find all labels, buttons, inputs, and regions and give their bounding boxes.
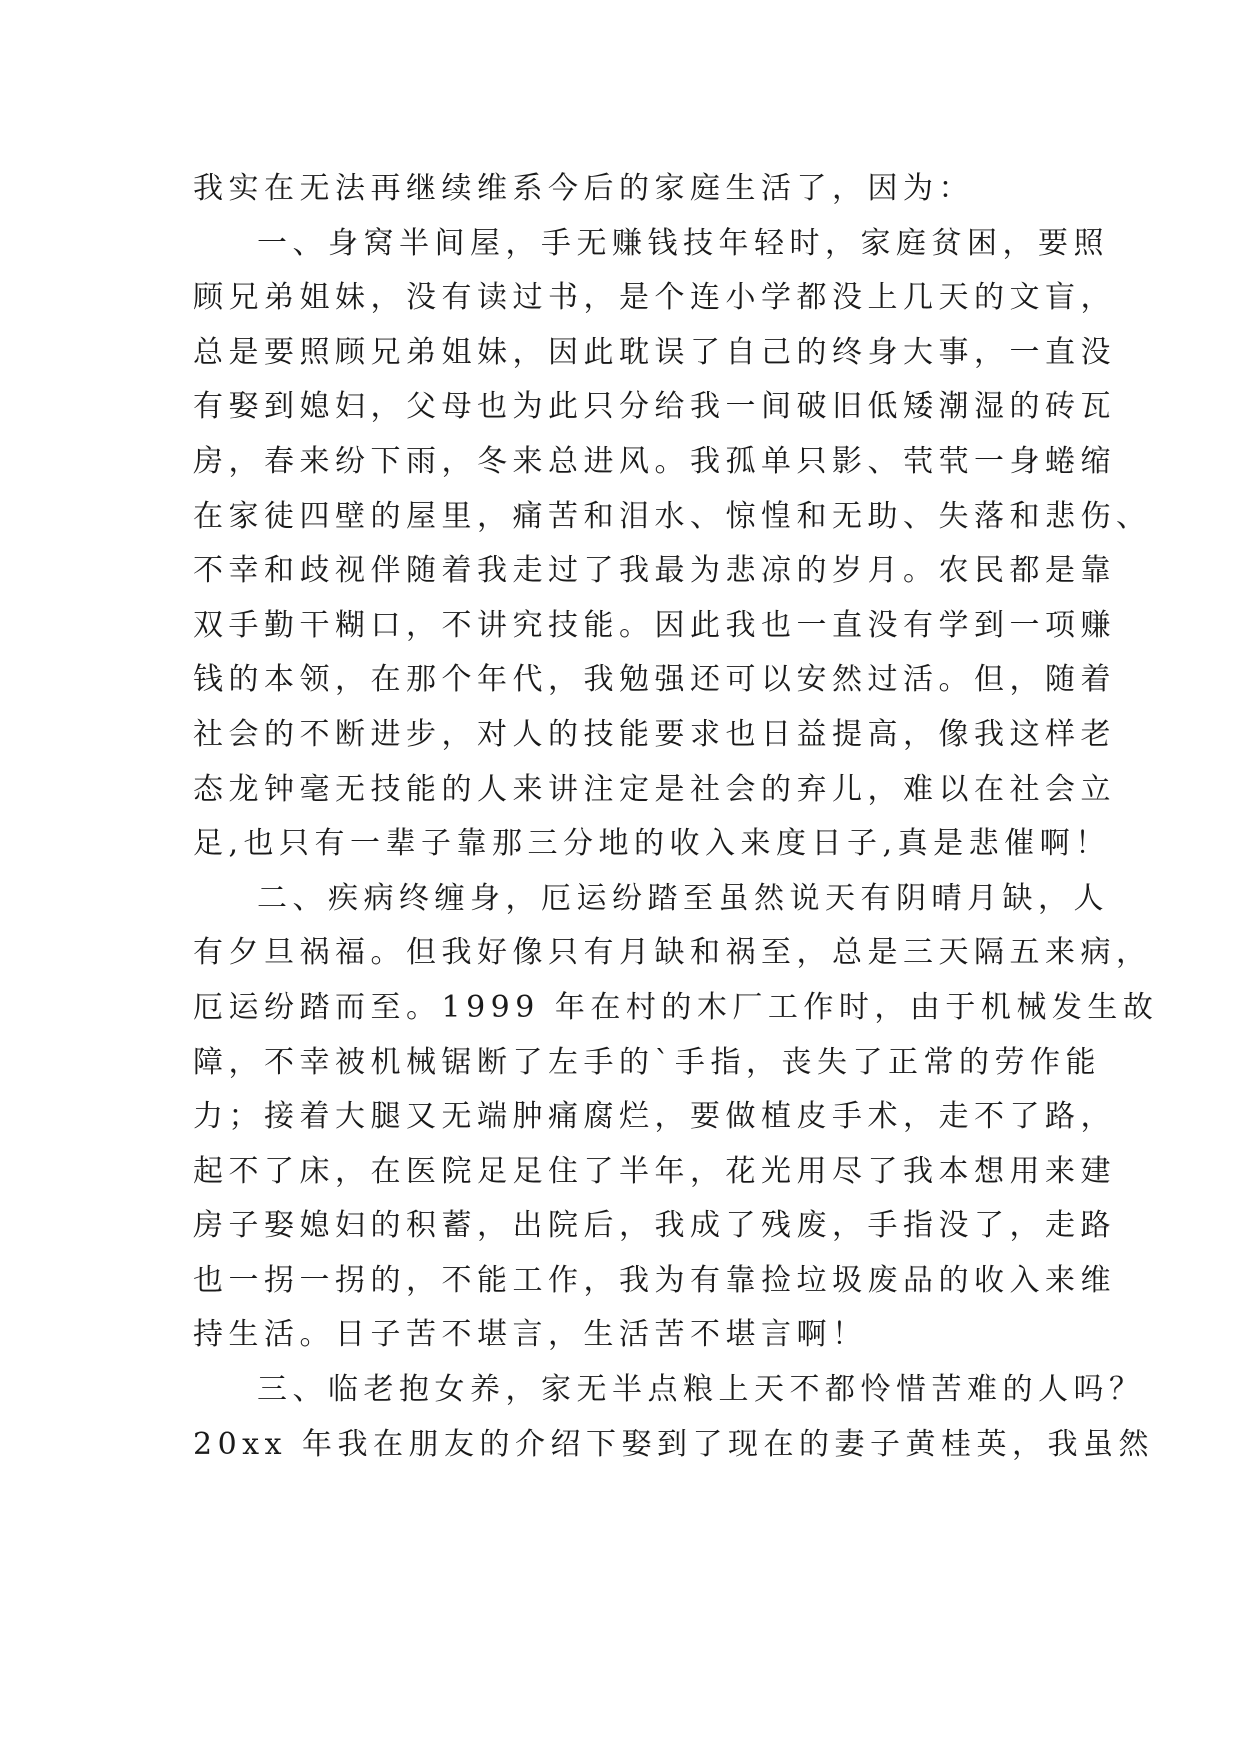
text-line: 顾兄弟姐妹，没有读过书，是个连小学都没上几天的文盲， bbox=[193, 280, 1116, 316]
text-line: 20xx 年我在朋友的介绍下娶到了现在的妻子黄桂英，我虽然 bbox=[193, 1426, 1155, 1462]
paragraph-1-first-line: 一、身窝半间屋，手无赚钱技年轻时，家庭贫困，要照 bbox=[257, 225, 1109, 261]
text-line: 起不了床，在医院足足住了半年，花光用尽了我本想用来建 bbox=[193, 1153, 1116, 1189]
text-line: 力；接着大腿又无端肿痛腐烂，要做植皮手术，走不了路， bbox=[193, 1099, 1116, 1135]
text-line: 社会的不断进步，对人的技能要求也日益提高，像我这样老 bbox=[193, 716, 1116, 752]
text-line: 有娶到媳妇，父母也为此只分给我一间破旧低矮潮湿的砖瓦 bbox=[193, 389, 1116, 425]
text-line: 足,也只有一辈子靠那三分地的收入来度日子,真是悲催啊！ bbox=[193, 826, 1111, 862]
text-line: 持生活。日子苦不堪言，生活苦不堪言啊！ bbox=[193, 1317, 868, 1353]
text-line: 钱的本领，在那个年代，我勉强还可以安然过活。但，随着 bbox=[193, 662, 1116, 698]
text-line: 有夕旦祸福。但我好像只有月缺和祸至，总是三天隔五来病， bbox=[193, 935, 1152, 971]
text-line: 房，春来纷下雨，冬来总进风。我孤单只影、茕茕一身蜷缩 bbox=[193, 443, 1116, 479]
text-line: 双手勤干糊口，不讲究技能。因此我也一直没有学到一项赚 bbox=[193, 607, 1116, 643]
text-line: 不幸和歧视伴随着我走过了我最为悲凉的岁月。农民都是靠 bbox=[193, 553, 1116, 589]
text-line: 态龙钟毫无技能的人来讲注定是社会的弃儿，难以在社会立 bbox=[193, 771, 1116, 807]
document-body bbox=[193, 162, 1159, 1472]
text-line: 总是要照顾兄弟姐妹，因此耽误了自己的终身大事，一直没 bbox=[193, 334, 1116, 370]
text-line: 厄运纷踏而至。1999 年在村的木厂工作时，由于机械发生故 bbox=[193, 989, 1159, 1025]
text-line: 在家徒四壁的屋里，痛苦和泪水、惊惶和无助、失落和悲伤、 bbox=[193, 498, 1152, 534]
paragraph-3-first-line: 三、临老抱女养，家无半点粮上天不都怜惜苦难的人吗？ bbox=[257, 1372, 1145, 1408]
text-line: 房子娶媳妇的积蓄，出院后，我成了残废，手指没了，走路 bbox=[193, 1208, 1116, 1244]
text-line: 障，不幸被机械锯断了左手的`手指，丧失了正常的劳作能 bbox=[193, 1044, 1101, 1080]
paragraph-2-first-line: 二、疾病终缠身，厄运纷踏至虽然说天有阴晴月缺，人 bbox=[257, 880, 1109, 916]
text-line: 也一拐一拐的，不能工作，我为有靠捡垃圾废品的收入来维 bbox=[193, 1262, 1116, 1298]
text-line: 我实在无法再继续维系今后的家庭生活了，因为： bbox=[193, 171, 974, 206]
